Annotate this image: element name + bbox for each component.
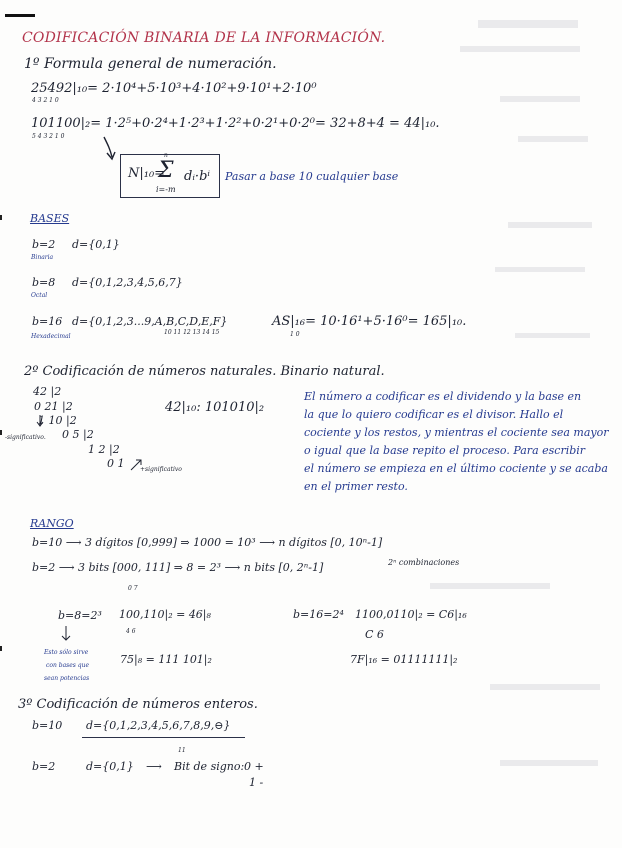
separator-line [82,737,245,738]
division-step: 0 1 [107,457,125,470]
base16-name: Hexadecimal [31,333,71,340]
bleed-through [508,222,592,228]
base8-digits: d={0,1,2,3,4,5,6,7} [72,276,183,289]
section-3-heading: 3º Codificación de números enteros. [18,697,258,712]
bleed-through [478,20,578,28]
binary-indices: 5 4 3 2 1 0 [32,133,65,140]
octal-example-2: 75|₈ = 111 101|₂ [120,653,212,666]
base2-digits: d={0,1} [72,238,120,251]
explanation-line: la que lo quiero codificar es el divisor. Hallo el [304,408,564,421]
decimal-indices: 4 3 2 1 0 [32,97,59,104]
sign-arrow: ⟶ [146,760,162,773]
down-arrow-icon [36,414,46,428]
down-arrow-icon [100,135,120,163]
integer-base10-b: b=10 [32,719,63,732]
integer-base2-b: b=2 [32,760,56,773]
hex-heading: b=16=2⁴ [293,608,344,621]
formula-left: N|₁₀= [128,166,166,181]
sign-values: 0 + [244,760,264,773]
formula-note: Pasar a base 10 cualquier base [225,170,399,183]
formula-top: n [164,152,168,159]
less-significant-label: -significativo. [5,434,46,441]
bleed-through [495,267,585,272]
range-binary-sub: 0 7 [128,585,138,592]
top-mark [5,14,35,17]
binary-expansion: 101100|₂= 1·2⁵+0·2⁴+1·2³+1·2²+0·2¹+0·2⁰= 32+8+4 = 44|₁₀. [31,116,440,131]
bleed-through [490,684,600,690]
explanation-line: cociente y los restos, y mientras el cociente sea mayor [304,426,609,439]
base16-b: b=16 [32,315,63,328]
combinations-label: 2ⁿ combinaciones [388,558,460,567]
hex-example: AS|₁₆= 10·16¹+5·16⁰= 165|₁₀. [272,314,467,329]
bases-heading: BASES [30,212,70,225]
explanation-line: El número a codificar es el dividendo y la base en [304,390,582,403]
base16-values: 10 11 12 13 14 15 [164,329,220,336]
formula-term: dᵢ·bⁱ [184,169,211,184]
decimal-expansion: 25492|₁₀= 2·10⁴+5·10³+4·10²+9·10¹+2·10⁰ [31,81,317,96]
formula-sigma: Σ [158,158,174,183]
section-2-heading: 2º Codificación de números naturales. Binario natural. [24,364,385,379]
base2-name: Binaria [31,254,54,261]
left-binding-mark [0,215,2,220]
power-note: Esto sólo sirve [44,649,89,656]
section-1-heading: 1º Formula general de numeración. [24,56,277,72]
formula-bottom: i=-m [156,185,176,194]
bleed-through [460,46,580,52]
sign-bit-label: Bit de signo: [174,760,245,773]
base2-b: b=2 [32,238,56,251]
division-step: 42 |2 [33,385,62,398]
bleed-through [500,760,598,766]
integer-base2-digits: d={0,1} [86,760,134,773]
hex-digits: C 6 [365,628,384,641]
octal-example: 100,110|₂ = 46|₈ [119,608,211,621]
left-binding-mark [0,646,2,651]
left-binding-mark [0,430,2,435]
page-title: CODIFICACIÓN BINARIA DE LA INFORMACIÓN. [22,30,386,46]
bleed-through [518,136,588,142]
down-arrow-icon [60,625,72,643]
bleed-through [515,333,590,338]
hex-indices: 1 0 [290,331,300,338]
division-step: 0 21 |2 [34,400,73,413]
up-arrow-icon [129,456,145,472]
base8-b: b=8 [32,276,56,289]
division-step: 0 5 |2 [62,428,94,441]
power-note: con bases que [46,662,90,669]
hex-example-2: 7F|₁₆ = 01111111|₂ [350,653,458,666]
octal-heading: b=8=2³ [58,609,102,622]
range-binary: b=2 ⟶ 3 bits [000, 111] ⇒ 8 = 2³ ⟶ n bits [0, 2ⁿ-1] [32,561,324,574]
division-step: 1 10 |2 [38,414,77,427]
division-step: 1 2 |2 [88,443,120,456]
bleed-through [430,583,550,589]
base8-name: Octal [31,292,48,299]
power-note: sean potencias [44,675,90,682]
explanation-line: el número se empieza en el último cociente y se acaba [304,462,608,475]
base16-digits: d={0,1,2,3...9,A,B,C,D,E,F} [72,315,228,328]
explanation-line: en el primer resto. [304,480,408,493]
more-significant-label: +significativo [140,466,182,473]
range-decimal: b=10 ⟶ 3 dígitos [0,999] ⇒ 1000 = 10³ ⟶ n dígitos [0, 10ⁿ-1] [32,536,383,549]
integer-eleven: 11 [178,747,186,754]
hex-example: 1100,0110|₂ = C6|₁₆ [355,608,467,621]
sign-values-2: 1 - [249,776,264,789]
octal-digits: 4 6 [126,628,136,635]
range-heading: RANGO [30,517,74,530]
integer-base10-digits: d={0,1,2,3,4,5,6,7,8,9,⊖} [86,719,231,732]
bleed-through [500,96,580,102]
explanation-line: o igual que la base repito el proceso. Para escribir [304,444,586,457]
binary-result: 42|₁₀: 101010|₂ [165,400,265,415]
